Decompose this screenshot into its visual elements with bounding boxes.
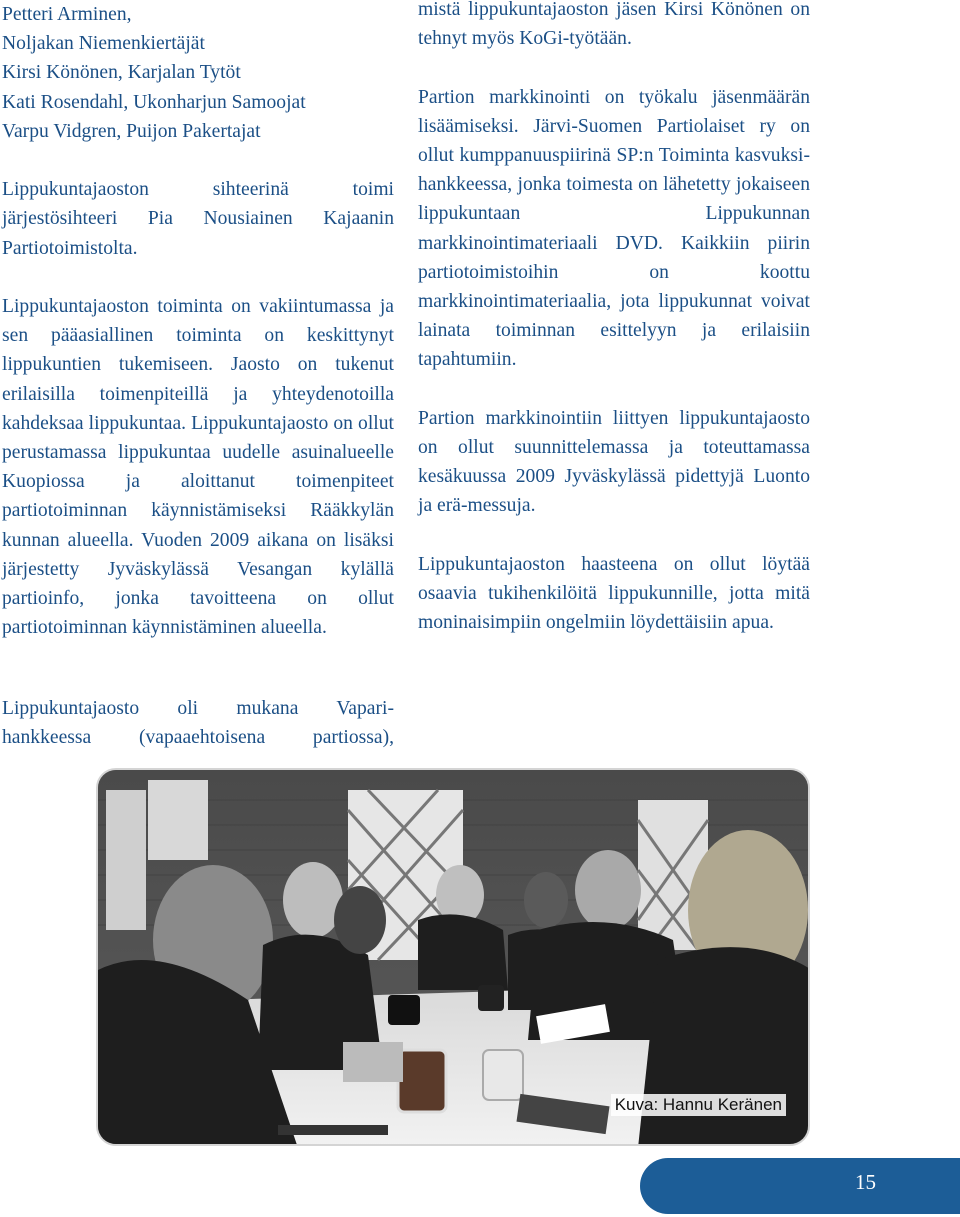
member-name: Kirsi Könönen, Karjalan Tytöt [2, 62, 241, 84]
page-number-tab [640, 1158, 960, 1214]
meeting-photo-illustration [98, 770, 810, 1146]
meeting-photo [96, 768, 810, 1146]
challenge-paragraph: Lippukuntajaoston haasteena on ollut löytää osaavia tukihenkilöitä lippukunnille, jotta mitä moninaisimpiin ongelmiin löydettäisiin apua. [418, 553, 810, 634]
member-name: Noljakan Niemenkiertäjät [2, 33, 205, 55]
page-number: 15 [855, 1170, 876, 1194]
fair-paragraph: Partion markkinointiin liittyen lippukuntajaosto on ollut suunnittelemassa ja toteuttamassa kesäkuussa 2009 Jyväskylässä pidettyjä Luonto ja erä-messuja. [418, 407, 810, 517]
photo-credit: Kuva: Hannu Keränen [611, 1094, 786, 1116]
vapari-line: Lippukuntajaosto oli mukana Vapari- [2, 698, 394, 719]
member-name: Varpu Vidgren, Puijon Pakertajat [2, 120, 261, 142]
kogi-paragraph: mistä lippukuntajaoston jäsen Kirsi Könönen on tehnyt myös KoGi-työtään. [418, 0, 810, 50]
jaosto-members-list [2, 0, 394, 146]
left-column [2, 0, 394, 642]
member-name: Petteri Arminen, [2, 4, 132, 25]
member-name: Kati Rosendahl, Ukonharjun Samoojat [2, 91, 306, 113]
activity-paragraph: Lippukuntajaoston toiminta on vakiintumassa ja sen pääasiallinen toiminta on keskittynyt lippukuntien tukemiseen. Jaosto on tukenut erilaisilla toimenpiteillä ja yhteydenotoilla kahdeksaa lippukuntaa. Lippukuntajaosto on ollut perustamassa lippukuntaa uudelle asuinalueelle Kuopiossa ja aloittanut toimenpiteet partiotoiminnan käynnistämiseksi Rääkkylän kunnan alueella. Vuoden 2009 aikana on lisäksi järjestetty Jyväskylässä Vesangan kylällä partioinfo, jonka tavoitteena on ollut partiotoiminnan käynnistäminen alueella. [2, 296, 394, 639]
secretary-paragraph: Lippukuntajaoston sihteerinä toimi järjestösihteeri Pia Nousiainen Kajaanin Partiotoimistolta. [2, 179, 394, 259]
vapari-paragraph [2, 694, 394, 752]
vapari-line: hankkeessa (vapaaehtoisena partiossa), [2, 727, 394, 749]
marketing-paragraph: Partion markkinointi on työkalu jäsenmäärän lisäämiseksi. Järvi-Suomen Partiolaiset ry on ollut kumppanuuspiirinä SP:n Toiminta kasvuksi- hankkeessa, jonka toimesta on lähetetty jokaiseen lippukuntaan Lippukunnan markkinointimateriaali DVD. Kaikkiin piirin partiotoimistoihin on koottu markkinointimateriaalia, jota lippukunnat voivat lainata toiminnan esittelyyn ja erilaisiin tapahtumiin. [418, 86, 810, 371]
right-column [418, 0, 810, 637]
